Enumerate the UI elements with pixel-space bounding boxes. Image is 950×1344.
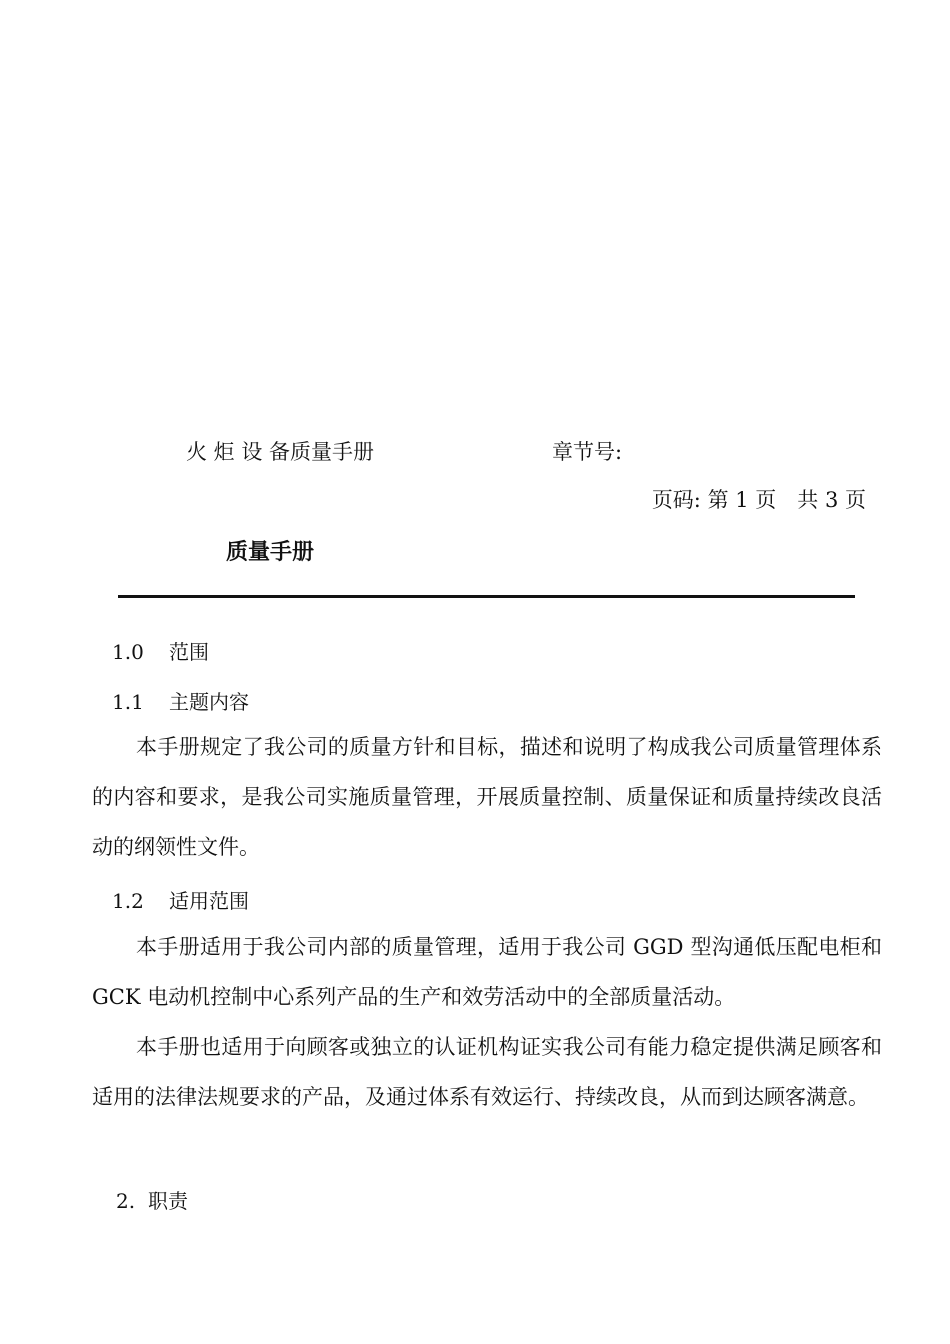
- section-label: 范围: [169, 640, 209, 664]
- header-page-info: 页码: 第 1 页 共 3 页: [651, 488, 866, 512]
- section-label: 主题内容: [169, 690, 249, 714]
- section-heading-responsibilities: [116, 1185, 188, 1214]
- section-label: 适用范围: [169, 889, 249, 913]
- section-number: 1.2: [112, 889, 144, 913]
- section-heading-subject: [112, 686, 249, 715]
- header-title: 火 炬 设 备质量手册: [186, 440, 375, 464]
- section-heading-scope: [112, 636, 209, 665]
- section-label: 职责: [148, 1189, 188, 1213]
- header-divider: [118, 595, 855, 598]
- paragraph-subject-content: 本手册规定了我公司的质量方针和目标，描述和说明了构成我公司质量管理体系的内容和要求，是我公司实施质量管理，开展质量控制、质量保证和质量持续改良活动的纲领性文件。: [92, 735, 882, 859]
- header-chapter-label: 章节号:: [552, 440, 623, 464]
- document-title: 质量手册: [226, 540, 315, 565]
- paragraph-applicability: 本手册适用于我公司内部的质量管理，适用于我公司 GGD 型沟通低压配电柜和 GCK 电动机控制中心系列产品的生产和效劳活动中的全部质量活动。: [92, 935, 882, 1009]
- section-number: 1.0: [112, 640, 144, 664]
- section-heading-applicability: [112, 885, 249, 914]
- section-number: 2.: [116, 1189, 136, 1213]
- paragraph-certification: 本手册也适用于向顾客或独立的认证机构证实我公司有能力稳定提供满足顾客和适用的法律法规要求的产品，及通过体系有效运行、持续改良，从而到达顾客满意。: [92, 1035, 882, 1109]
- section-number: 1.1: [112, 690, 144, 714]
